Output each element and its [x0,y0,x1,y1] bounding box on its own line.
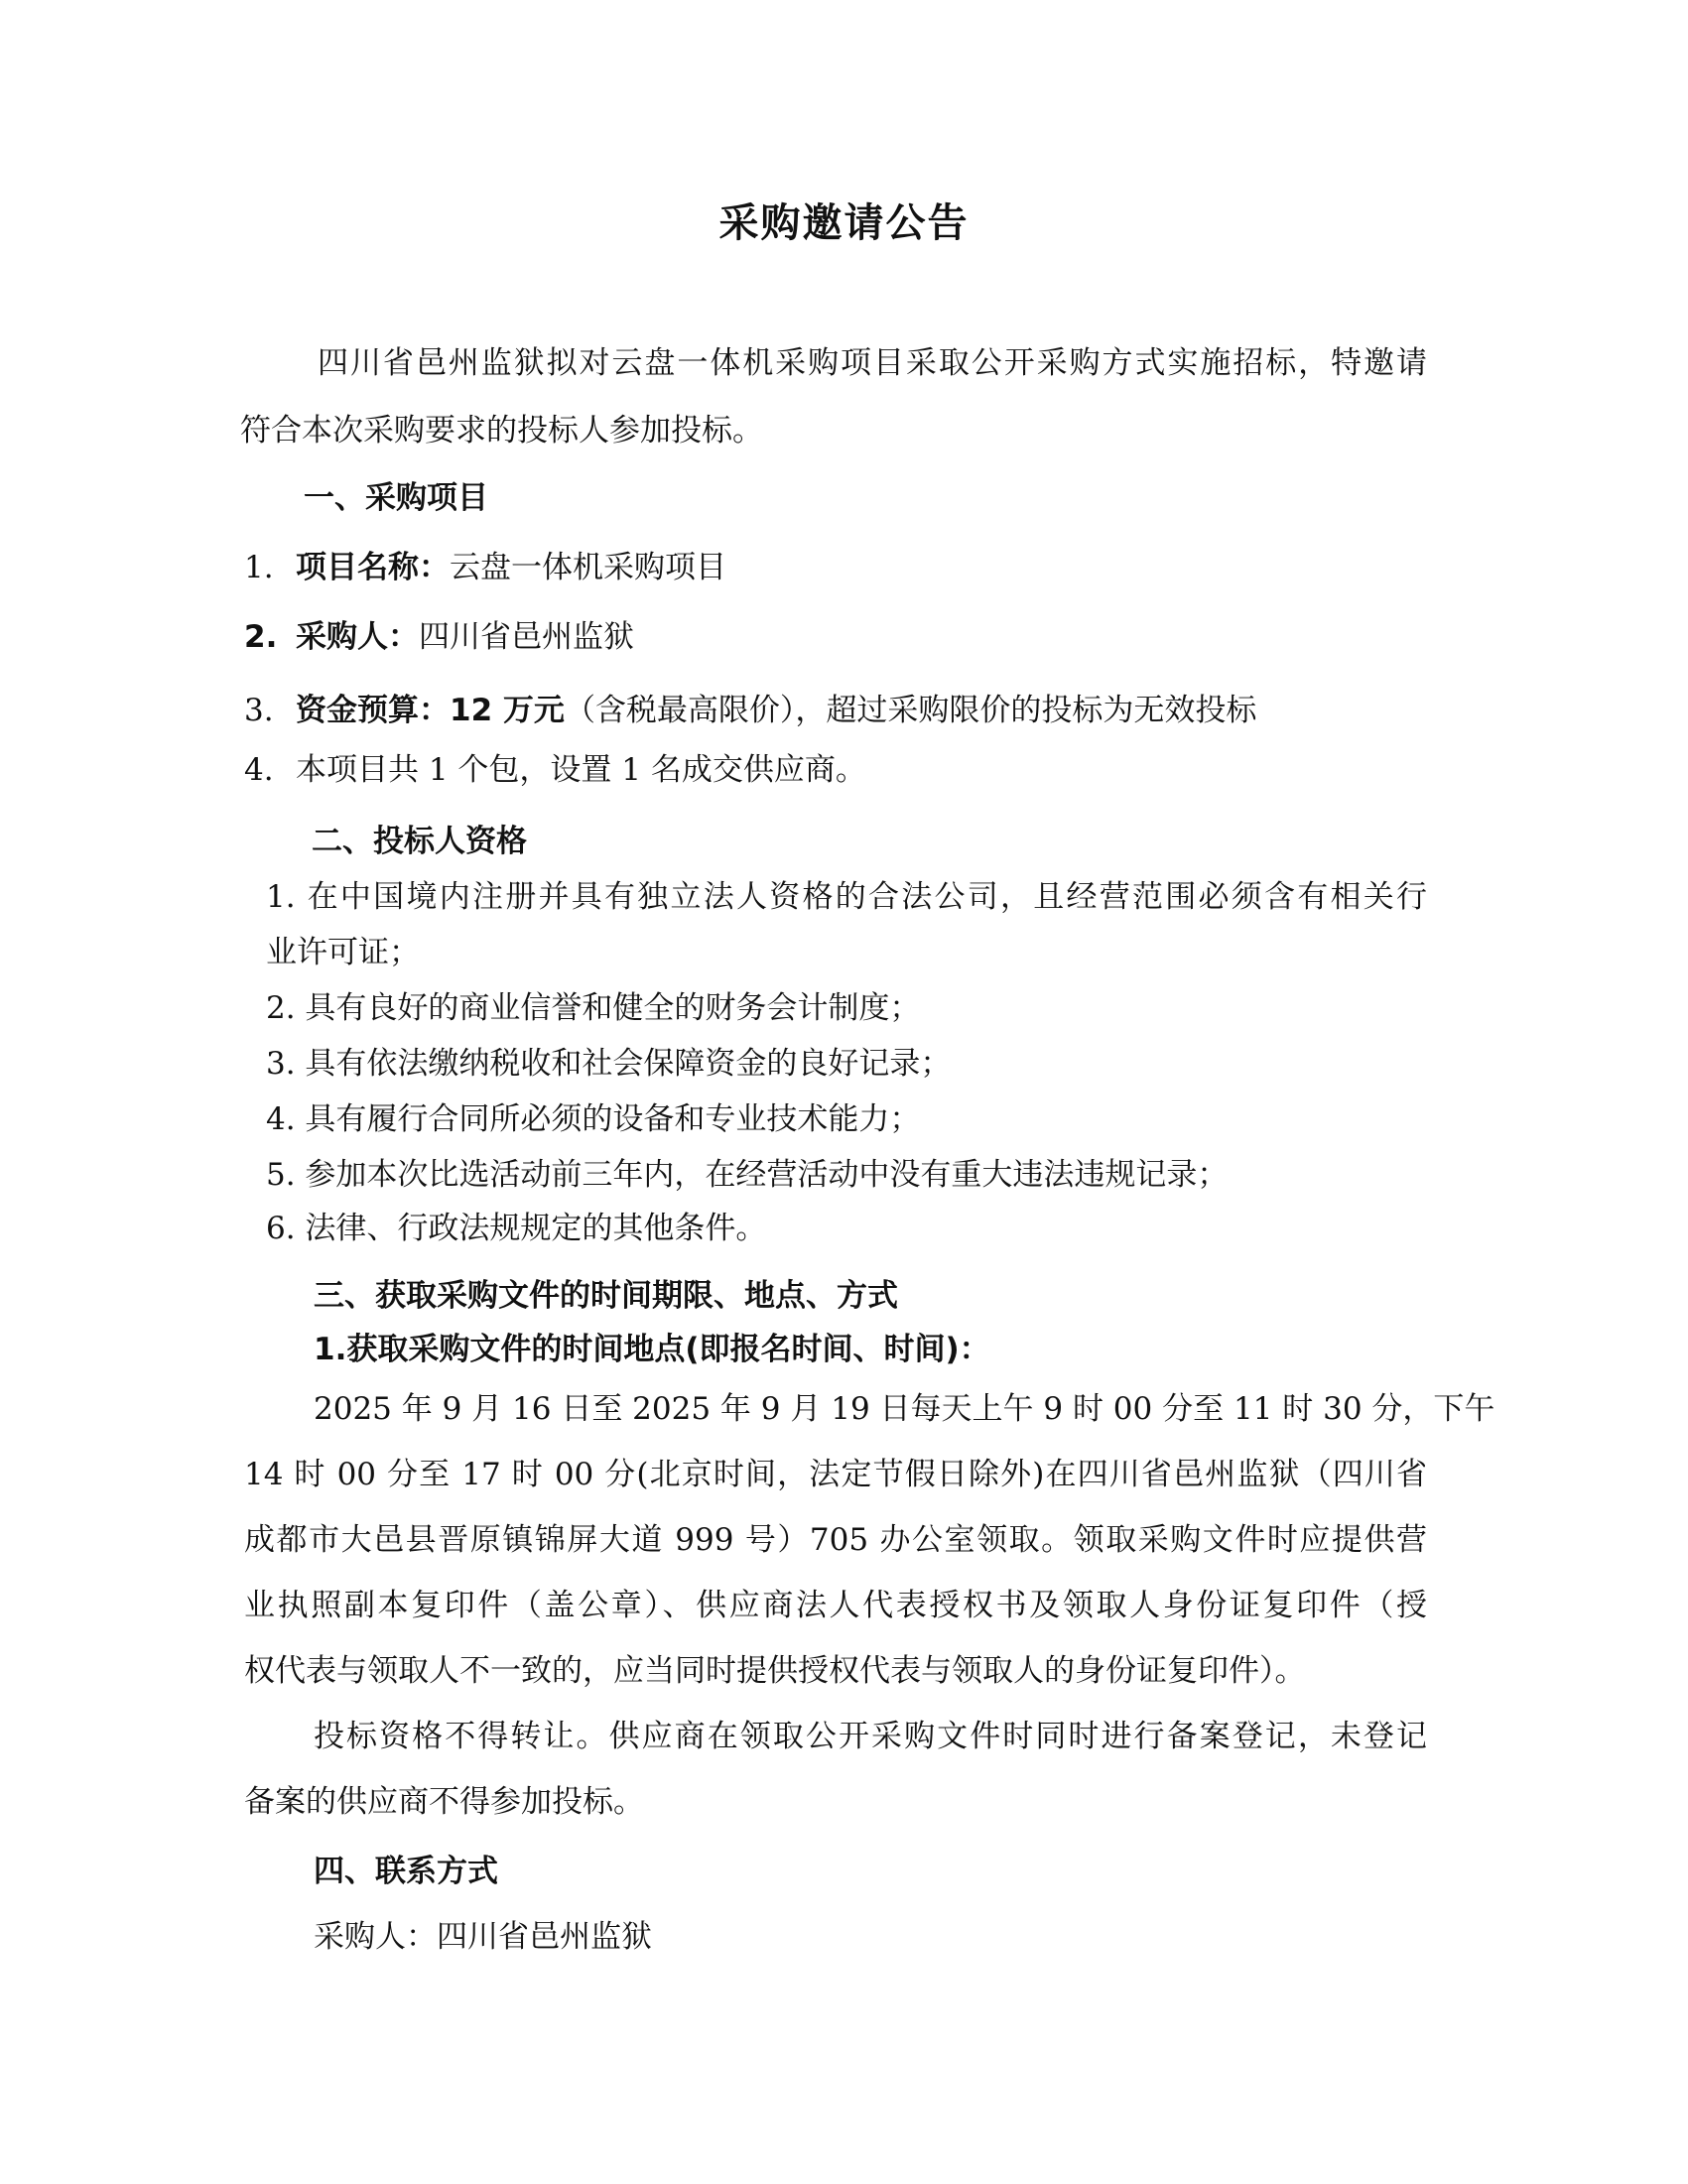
intro-line-1: 四川省邑州监狱拟对云盘一体机采购项目采取公开采购方式实施招标，特邀请 [318,345,1427,381]
qualification-line: 5. 参加本次比选活动前三年内，在经营活动中没有重大违法违规记录； [266,1157,1229,1193]
section1-item-3 [244,691,1256,730]
qualification-line: 业许可证； [266,935,420,970]
item-label: 资金预算： [296,693,450,728]
qualification-line: 4. 具有履行合同所必须的设备和专业技术能力； [266,1101,921,1137]
section1-heading: 一、采购项目 [304,480,488,516]
section4-heading: 四、联系方式 [314,1854,498,1889]
budget-amount: 12 万元 [450,693,565,728]
document-title: 采购邀请公告 [718,200,970,246]
qualification-line: 6. 法律、行政法规规定的其他条件。 [266,1211,767,1246]
section1-item-2 [244,617,634,657]
buyer-contact: 采购人：四川省邑州监狱 [314,1919,652,1955]
item-number: 3. [244,693,274,728]
section3-heading: 三、获取采购文件的时间期限、地点、方式 [314,1278,898,1314]
section2-heading: 二、投标人资格 [312,824,527,859]
time-place-line: 14 时 00 分至 17 时 00 分(北京时间，法定节假日除外)在四川省邑州监狱（四川省 [244,1457,1427,1492]
transfer-note-line: 投标资格不得转让。供应商在领取公开采购文件时同时进行备案登记，未登记 [314,1719,1427,1754]
item-number: 2. [244,619,278,655]
section1-item-1 [244,548,726,587]
item-number: 4. [244,752,274,788]
transfer-note-line: 备案的供应商不得参加投标。 [244,1784,644,1820]
item-value: 四川省邑州监狱 [419,619,634,655]
item-label: 采购人： [296,619,419,655]
item-label: 项目名称： [296,550,450,585]
time-place-line: 权代表与领取人不一致的，应当同时提供授权代表与领取人的身份证复印件）。 [244,1653,1306,1689]
time-place-line: 2025 年 9 月 16 日至 2025 年 9 月 19 日每天上午 9 时 00 分至 11 时 30 分，下午 [314,1391,1495,1427]
item-number: 1. [244,550,274,585]
section1-item-4 [244,750,866,790]
item-value: 云盘一体机采购项目 [450,550,726,585]
qualification-line: 1. 在中国境内注册并具有独立法人资格的合法公司，且经营范围必须含有相关行 [266,879,1427,915]
item-value: 本项目共 1 个包，设置 1 名成交供应商。 [296,752,866,788]
section3-subheading: 1.获取采购文件的时间地点(即报名时间、时间)： [314,1332,990,1367]
qualification-line: 3. 具有依法缴纳税收和社会保障资金的良好记录； [266,1046,952,1082]
item-value: （含税最高限价），超过采购限价的投标为无效投标 [564,693,1257,728]
time-place-line: 成都市大邑县晋原镇锦屏大道 999 号）705 办公室领取。领取采购文件时应提供营 [244,1522,1427,1558]
intro-line-2: 符合本次采购要求的投标人参加投标。 [240,413,763,449]
qualification-line: 2. 具有良好的商业信誉和健全的财务会计制度； [266,990,921,1026]
time-place-line: 业执照副本复印件（盖公章）、供应商法人代表授权书及领取人身份证复印件（授 [244,1588,1427,1623]
